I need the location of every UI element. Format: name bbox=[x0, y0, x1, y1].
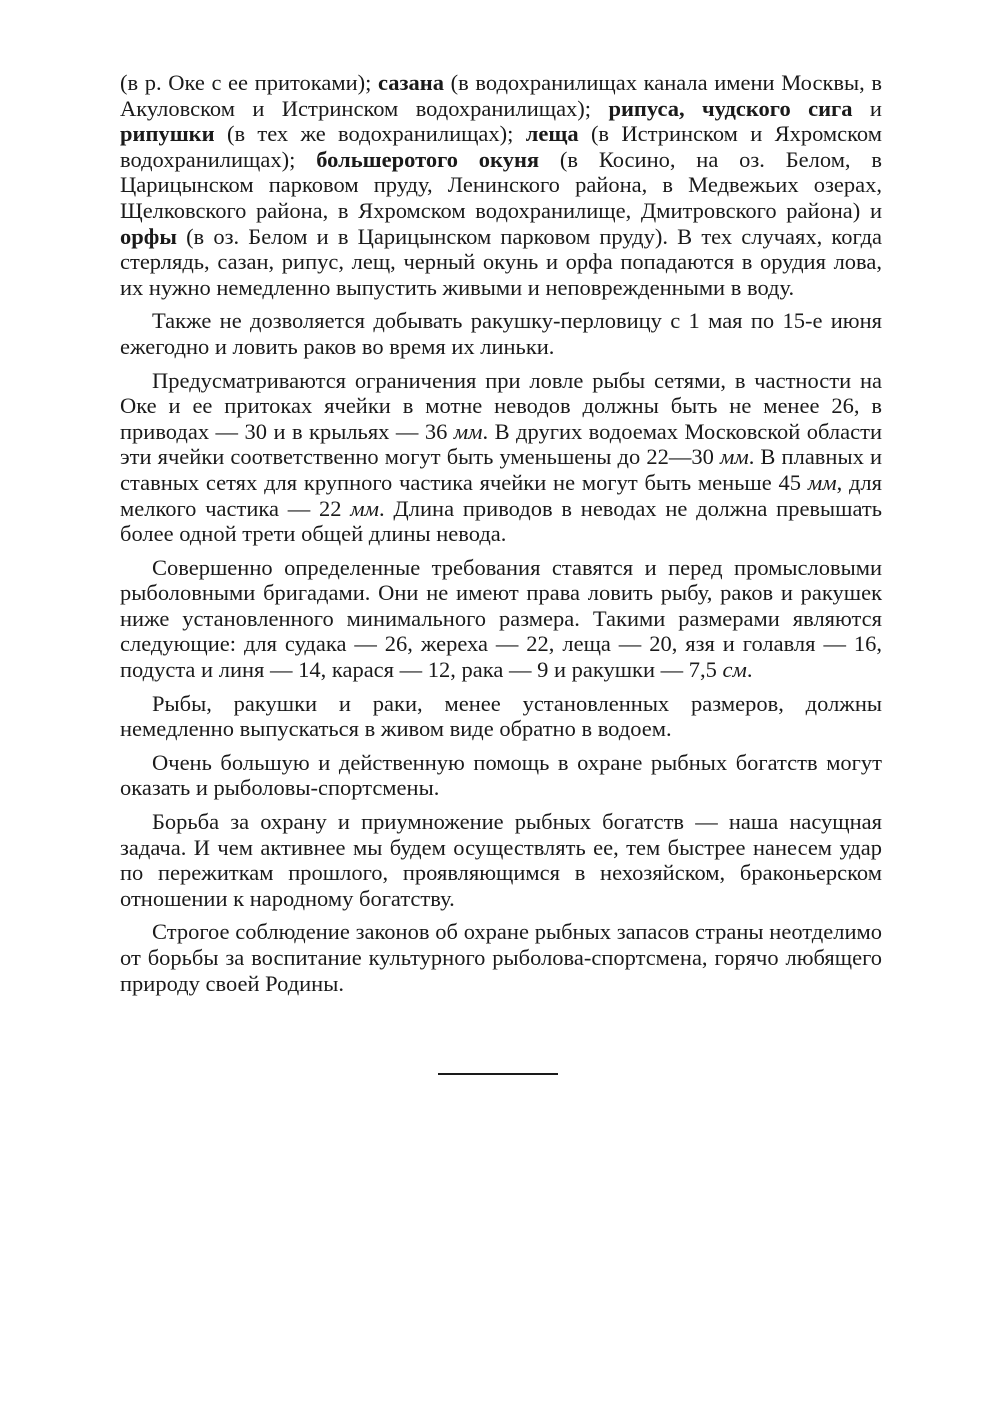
text-run: Очень большую и действенную помощь в охране рыбных богатств могут оказать и рыболовы-спортсмены. bbox=[120, 749, 882, 801]
text-run: Предусматриваются ограничения при ловле рыбы сетями, в частности на Оке и ее притоках ячейки в мотне неводов должны быть не менее 26, в приводах — 30 и в крыльях — 36 bbox=[120, 367, 882, 444]
text-run: . В плавных и ставных сетях для крупного частика ячейки не могут быть меньше 45 bbox=[120, 444, 882, 495]
text-run: Борьба за охрану и приумножение рыбных богатств — наша насущная задача. И чем активнее мы будем осуществлять ее, тем быстрее нанесем удар по пережиткам прошлого, проявляющимся в нехозяйском, браконьерском отношении к народному богатству. bbox=[120, 809, 882, 911]
species-name-sazan: сазана bbox=[378, 70, 445, 95]
species-name-lesch: леща bbox=[525, 121, 579, 147]
paragraph-release-undersized bbox=[120, 691, 882, 742]
unit-mm: мм bbox=[719, 444, 749, 470]
text-run: Также не дозволяется добывать ракушку-перловицу с 1 мая по 15-е июня ежегодно и ловить раков во время их линьки. bbox=[120, 308, 882, 359]
text-run: . bbox=[746, 657, 753, 683]
species-name-okun: большеротого окуня bbox=[316, 146, 540, 172]
text-run: . В других водоемах Московской области эти ячейки соответственно могут быть уменьшены до 22—30 bbox=[120, 418, 883, 470]
text-run: Строгое соблюдение законов об охране рыбных запасов страны неотделимо от борьбы за воспитание культурного рыболова-спортсмена, горячо любящего природу своей Родины. bbox=[120, 919, 882, 996]
paragraph-conclusion bbox=[120, 919, 882, 996]
unit-mm: мм bbox=[807, 469, 837, 495]
paragraph-fish-species-list bbox=[120, 70, 882, 300]
species-name-ripus-sig: рипуса, чудского сига bbox=[608, 95, 853, 121]
text-run: , для мелкого частика — 22 bbox=[120, 469, 883, 521]
species-name-orfa: орфы bbox=[120, 223, 177, 249]
paragraph-perlovica bbox=[120, 308, 882, 359]
species-name-ripushka: рипушки bbox=[120, 121, 215, 147]
text-run: Рыбы, ракушки и раки, менее установленных размеров, должны немедленно выпускаться в живом виде обратно в водоем. bbox=[120, 690, 882, 742]
paragraph-struggle bbox=[120, 809, 882, 911]
text-run: Совершенно определенные требования ставятся и перед промысловыми рыболовными бригадами. Они не имеют права ловить рыбу, раков и ракушек ниже установленного минимального размера. Такими размерами являются следующие: для судака — 26, жереха — 22, леща — 20, язя и голавля — 16, подуста и линя — 14, карася — 12, рака — 9 и ракушки — 7,5 bbox=[120, 554, 882, 683]
end-divider-rule bbox=[438, 1073, 558, 1075]
text-run: (в Косино, на оз. Белом, в Царицынском парковом пруду, Ленинского района, в Медвежьих озерах, Щелковского района, в Яхромском водохранилище, Дмитровского района) и bbox=[120, 146, 883, 223]
text-run: . Длина приводов в неводах не должна превышать более одной трети общей длины невода. bbox=[120, 495, 882, 547]
text-run: и bbox=[852, 95, 882, 121]
text-run: (в водохранилищах канала имени Москвы, в Акуловском и Истринском водохранилищах); bbox=[120, 70, 882, 121]
paragraph-sport-fishers-help bbox=[120, 750, 882, 801]
text-run: (в оз. Белом и в Царицынском парковом пруду). В тех случаях, когда стерлядь, сазан, рипус, лещ, черный окунь и орфа попадаются в орудия лова, их нужно немедленно выпустить живыми и неповрежденными в воду. bbox=[120, 223, 882, 300]
paragraph-net-restrictions bbox=[120, 368, 882, 547]
paragraph-minimum-sizes bbox=[120, 555, 882, 683]
text-run: (в тех же водохранилищах); bbox=[214, 121, 526, 147]
unit-mm: мм bbox=[453, 418, 483, 444]
text-run: (в Истринском и Яхромском водохранилищах); bbox=[120, 121, 882, 172]
unit-mm: мм bbox=[350, 495, 380, 521]
unit-cm: см bbox=[722, 657, 747, 683]
document-page bbox=[120, 70, 882, 1004]
text-run: (в р. Оке с ее притоками); bbox=[120, 70, 378, 95]
